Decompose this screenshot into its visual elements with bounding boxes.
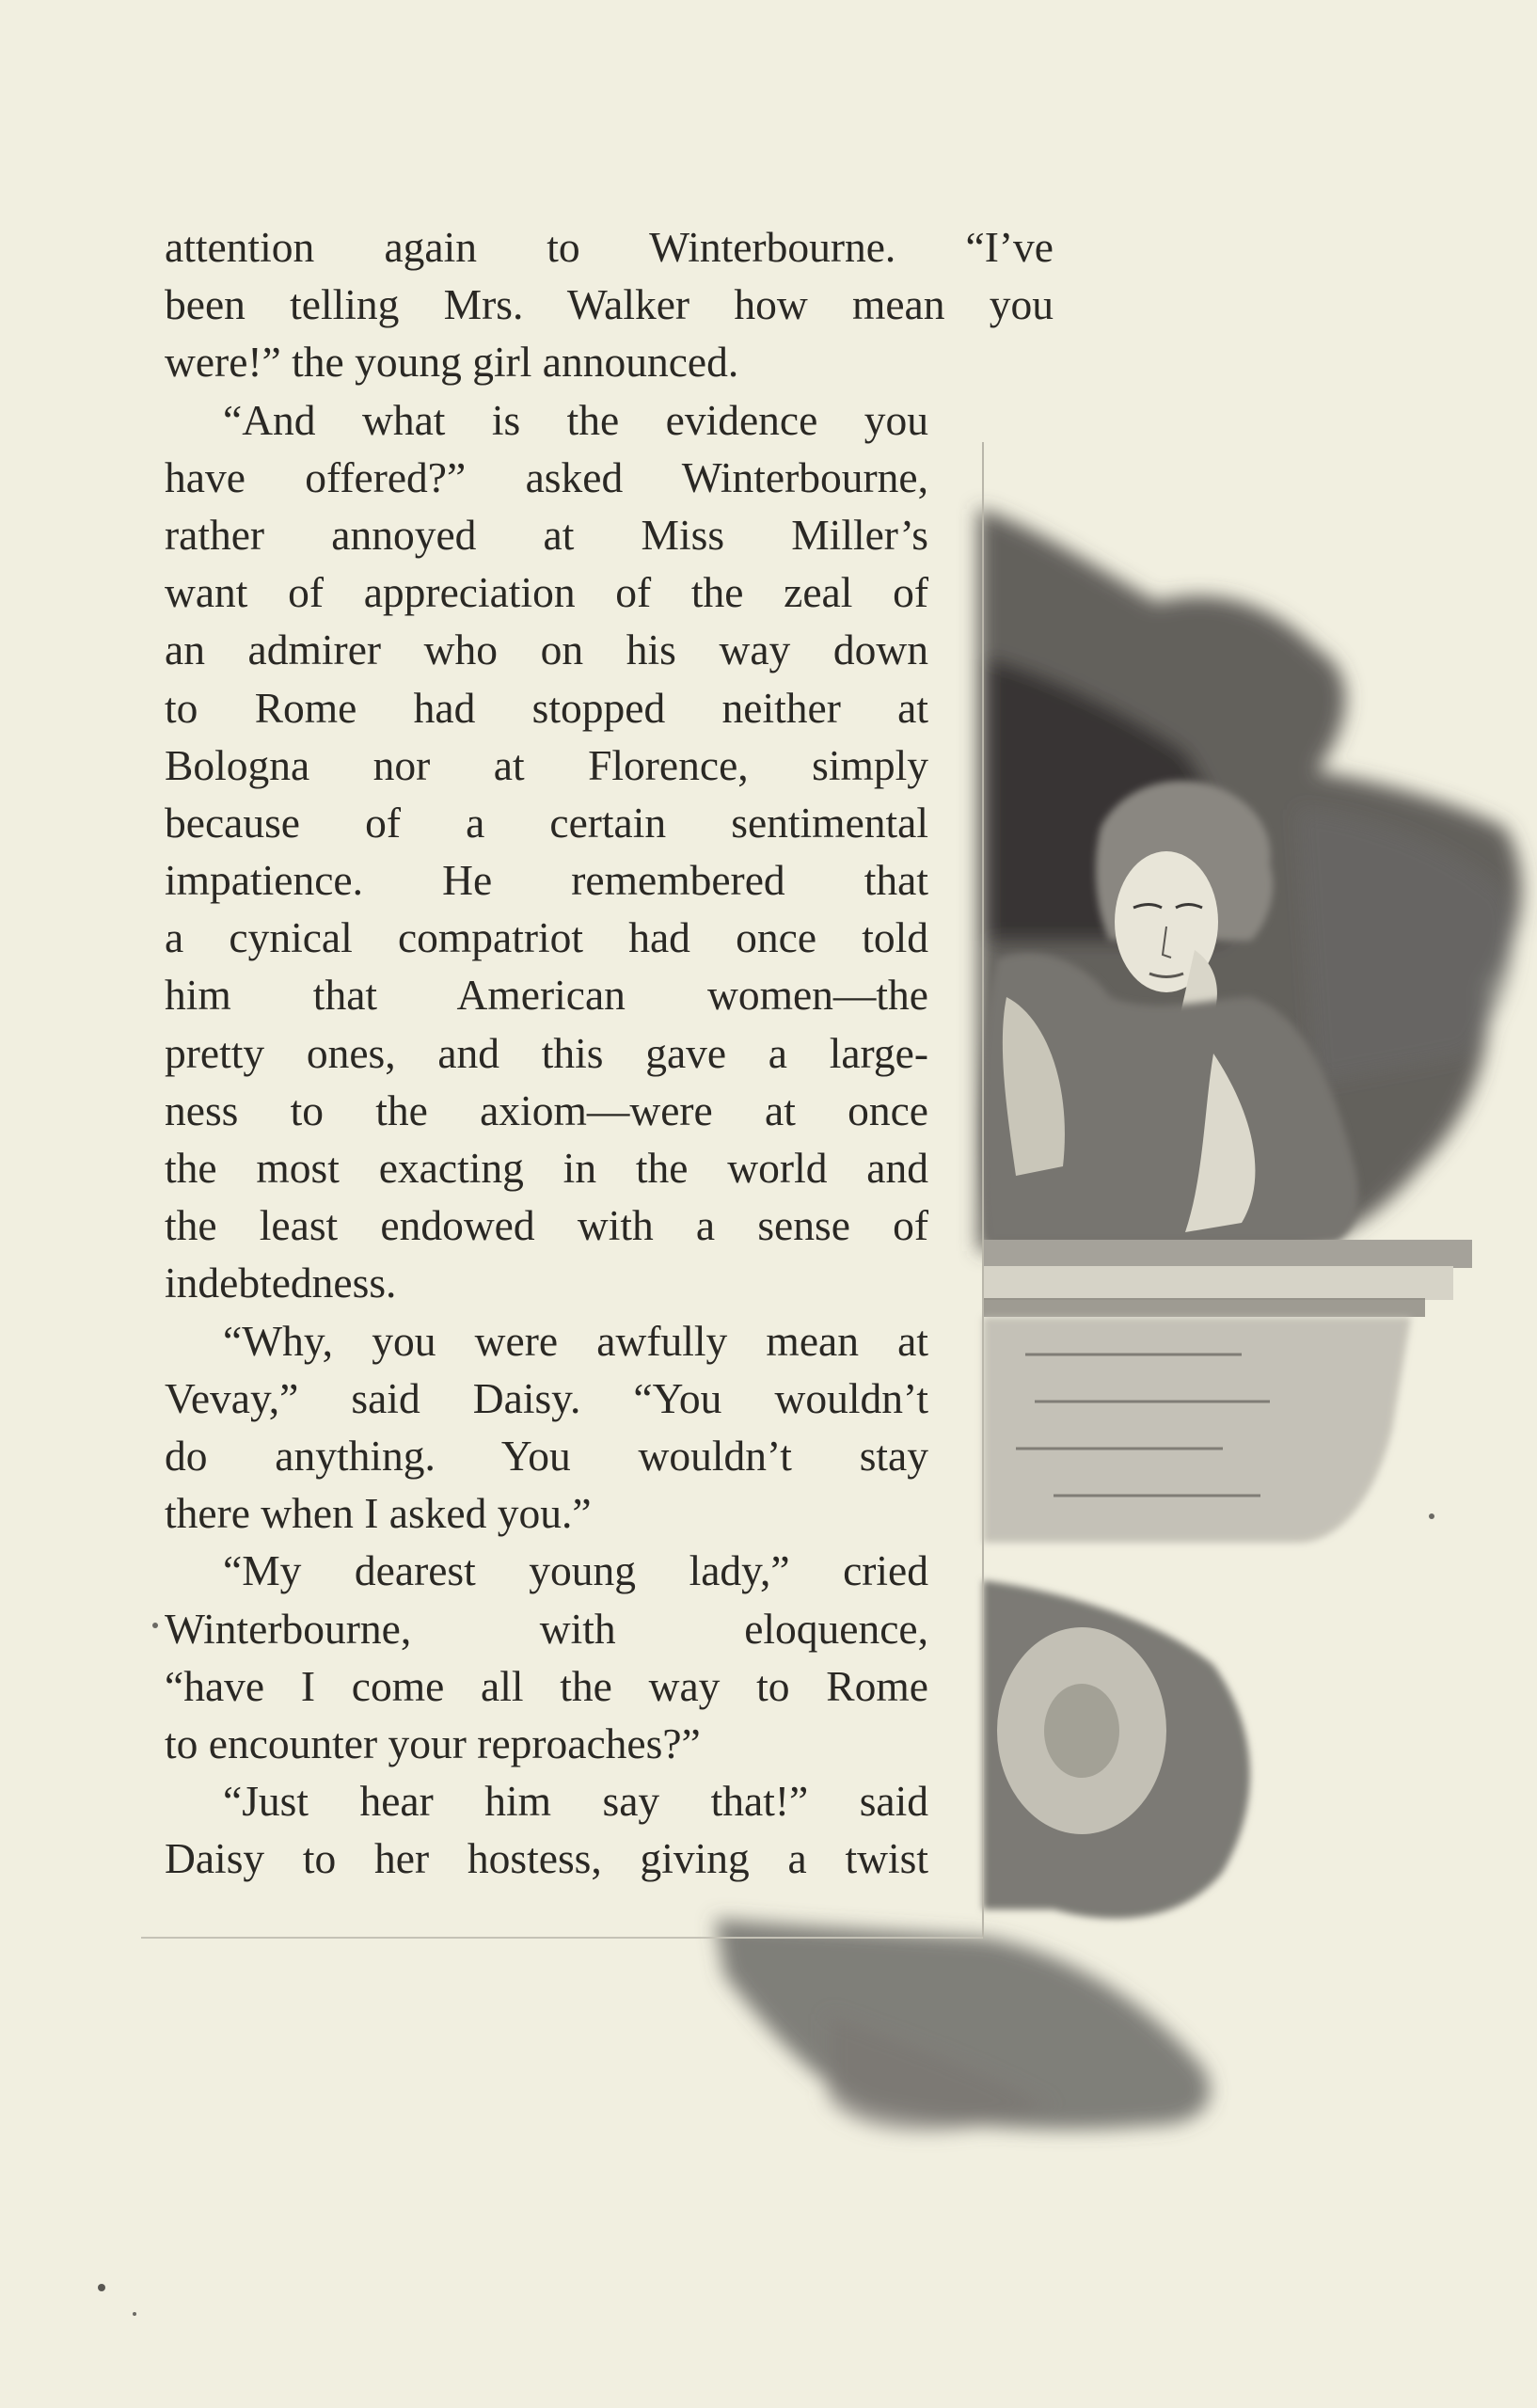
text-line: a cynical compatriot had once told: [165, 913, 928, 962]
text-line: ness to the axiom—were at once: [165, 1085, 928, 1134]
text-line: the least endowed with a sense of: [165, 1201, 928, 1250]
text-line: pretty ones, and this gave a large-: [165, 1028, 928, 1077]
text-line: impatience. He remembered that: [165, 856, 928, 905]
text-line: “My dearest young lady,” cried: [223, 1546, 928, 1595]
text-line: were!” the young girl announced.: [165, 338, 739, 387]
text-line: to encounter your reproaches?”: [165, 1719, 701, 1767]
text-line: do anything. You wouldn’t stay: [165, 1431, 928, 1480]
text-line: “Why, you were awfully mean at: [223, 1316, 928, 1365]
text-line: been telling Mrs. Walker how mean you: [165, 280, 1054, 329]
text-line: Bologna nor at Florence, simply: [165, 740, 928, 789]
text-line: want of appreciation of the zeal of: [165, 568, 928, 617]
text-line: the most exacting in the world and: [165, 1144, 928, 1192]
text-line: there when I asked you.”: [165, 1489, 592, 1538]
text-line: because of a certain sentimental: [165, 798, 928, 847]
text-line: Winterbourne, with eloquence,: [165, 1604, 928, 1653]
text-line: have offered?” asked Winterbourne,: [165, 452, 928, 501]
text-line: rather annoyed at Miss Miller’s: [165, 510, 928, 559]
body-text: [165, 218, 1105, 1887]
text-line: “have I come all the way to Rome: [165, 1661, 928, 1710]
text-line: Daisy to her hostess, giving a twist: [165, 1834, 928, 1883]
text-line: him that American women—the: [165, 971, 928, 1020]
text-line: Vevay,” said Daisy. “You wouldn’t: [165, 1373, 928, 1422]
text-line: attention again to Winterbourne. “I’ve: [165, 223, 1054, 271]
text-line: indebtedness.: [165, 1259, 397, 1307]
text-line: to Rome had stopped neither at: [165, 683, 928, 732]
text-line: “Just hear him say that!” said: [223, 1777, 928, 1826]
text-line: an admirer who on his way down: [165, 626, 928, 674]
bottom-wash: [715, 1919, 1210, 2131]
text-line: “And what is the evidence you: [223, 395, 928, 444]
